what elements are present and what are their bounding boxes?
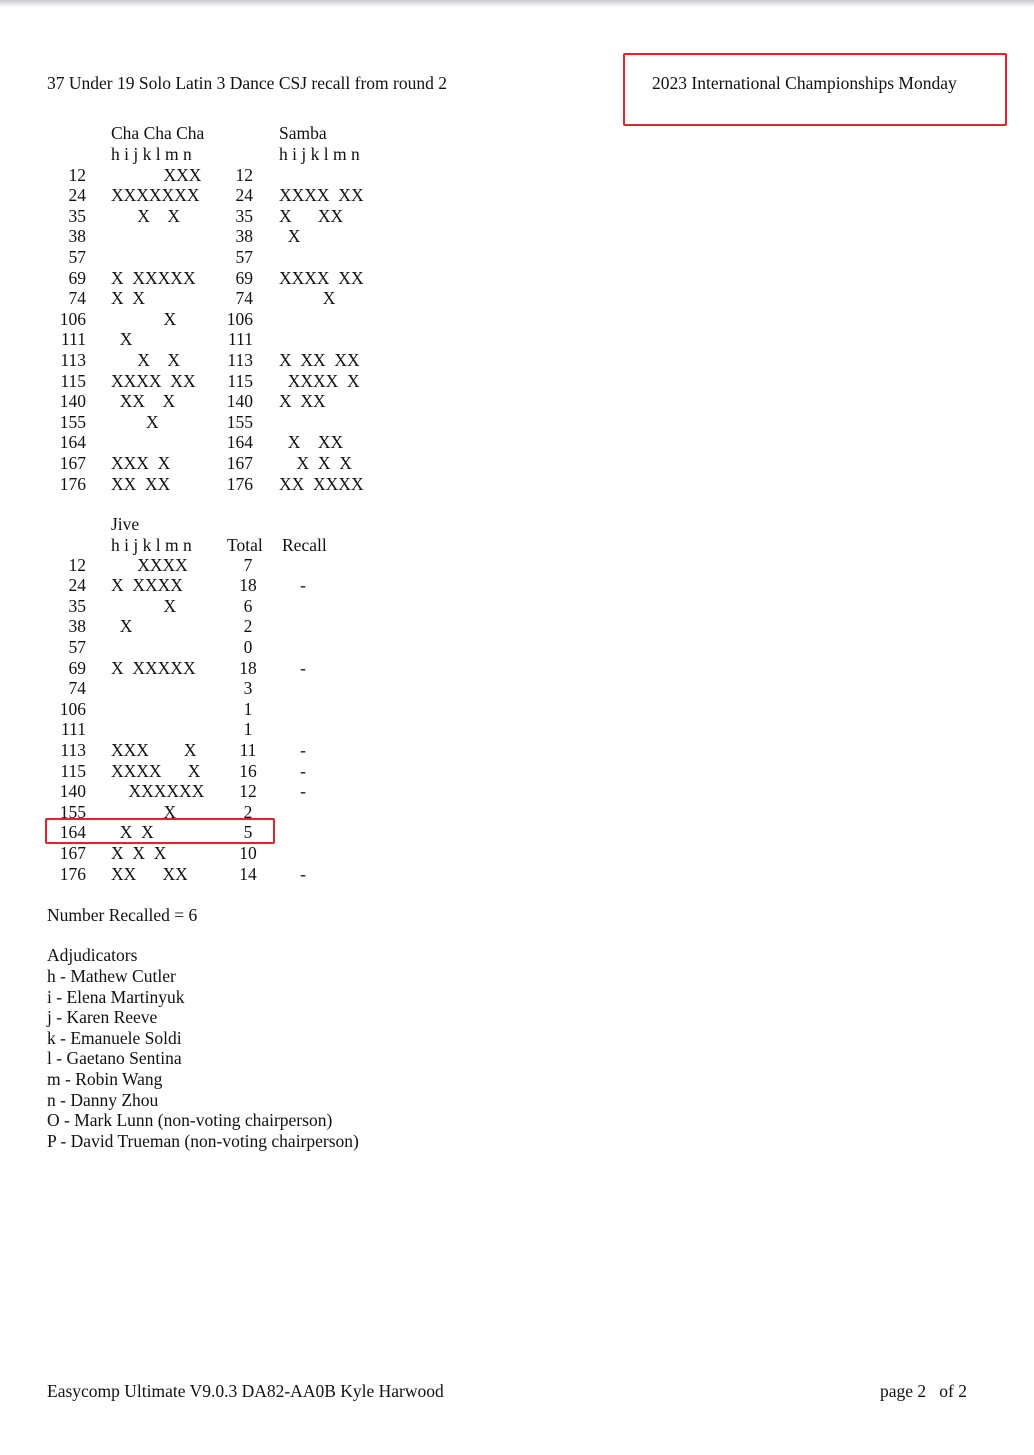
competitor-number: 111 xyxy=(61,719,86,740)
page-number: page 2 of 2 xyxy=(880,1381,967,1401)
competitor-number: 106 xyxy=(59,308,86,329)
competitor-number: 155 xyxy=(226,411,253,432)
competitor-number: 164 xyxy=(59,822,86,843)
samba-adjudicator-header: h i j k l m n xyxy=(279,144,360,164)
competitor-number: 35 xyxy=(68,205,86,226)
competitor-number: 140 xyxy=(59,781,86,802)
adjudicator-marks: X XX XX xyxy=(279,349,360,370)
competitor-number: 12 xyxy=(68,164,86,185)
total-header: Total xyxy=(227,535,263,555)
competitor-number: 35 xyxy=(235,205,253,226)
total-cell: 18 xyxy=(239,575,257,596)
recall-cell: - xyxy=(300,575,306,596)
total-cell: 16 xyxy=(239,760,257,781)
adjudicator-entry: l - Gaetano Sentina xyxy=(47,1048,182,1069)
total-cell: 11 xyxy=(239,739,257,760)
total-cell: 1 xyxy=(243,719,253,740)
competitor-number: 115 xyxy=(60,370,86,391)
recall-cell: - xyxy=(300,657,306,678)
recall-header: Recall xyxy=(282,535,327,555)
total-cell: 2 xyxy=(243,801,253,822)
adjudicator-marks: X xyxy=(111,308,177,329)
jive-adjudicator-header: h i j k l m n xyxy=(111,535,192,555)
total-cell: 10 xyxy=(239,842,257,863)
adjudicator-marks: X XXXX xyxy=(111,575,183,596)
competitor-number: 106 xyxy=(59,698,86,719)
recall-cell: - xyxy=(300,781,306,802)
adjudicator-marks: X xyxy=(111,411,159,432)
competitor-number: 164 xyxy=(226,432,253,453)
total-cell: 12 xyxy=(239,781,257,802)
total-cell: 14 xyxy=(239,863,257,884)
competitor-number: 74 xyxy=(235,288,253,309)
adjudicator-marks: XXXX X xyxy=(279,370,360,391)
adjudicator-marks: XX XX xyxy=(111,473,171,494)
total-cell: 0 xyxy=(243,636,253,657)
competitor-number: 24 xyxy=(235,185,253,206)
adjudicator-marks: XXXX XX xyxy=(111,370,196,391)
adjudicator-marks: X X xyxy=(111,288,146,309)
adjudicator-entry: j - Karen Reeve xyxy=(47,1007,158,1028)
adjudicator-marks: X XX xyxy=(279,432,344,453)
recall-cell: - xyxy=(300,739,306,760)
competitor-number: 38 xyxy=(68,226,86,247)
jive-title: Jive xyxy=(111,514,140,534)
highlight-box-championship xyxy=(623,53,1007,126)
competitor-number: 57 xyxy=(68,636,86,657)
adjudicator-marks: XXXX XX xyxy=(279,267,364,288)
adjudicator-entry: h - Mathew Cutler xyxy=(47,966,176,986)
number-recalled: Number Recalled = 6 xyxy=(47,905,198,925)
adjudicator-marks: XXX xyxy=(111,164,202,185)
competitor-number: 38 xyxy=(68,616,86,637)
adjudicator-marks: X xyxy=(111,329,133,350)
adjudicator-entry: k - Emanuele Soldi xyxy=(47,1027,182,1048)
competitor-number: 69 xyxy=(235,267,253,288)
competitor-number: 106 xyxy=(226,308,253,329)
competitor-number: 74 xyxy=(68,678,86,699)
cha-cha-adjudicator-header: h i j k l m n xyxy=(111,144,192,164)
adjudicator-marks: XXX X xyxy=(111,452,171,473)
competitor-number: 113 xyxy=(227,349,253,370)
competitor-number: 35 xyxy=(68,595,86,616)
championship-name: 2023 International Championships Monday xyxy=(652,73,957,93)
software-credit: Easycomp Ultimate V9.0.3 DA82-AA0B Kyle Harwood xyxy=(47,1381,444,1401)
adjudicator-marks: X XXXXX xyxy=(111,267,196,288)
adjudicator-entry: P - David Trueman (non-voting chairperson) xyxy=(47,1130,359,1151)
adjudicator-marks: X xyxy=(111,595,177,616)
competitor-number: 115 xyxy=(227,370,253,391)
total-cell: 3 xyxy=(243,678,253,699)
competitor-number: 12 xyxy=(235,164,253,185)
competitor-number: 167 xyxy=(226,452,253,473)
samba-title: Samba xyxy=(279,123,327,143)
adjudicator-marks: XXXX xyxy=(111,554,188,575)
competitor-number: 24 xyxy=(68,575,86,596)
adjudicator-marks: XX XXXX xyxy=(279,473,364,494)
competitor-number: 140 xyxy=(59,391,86,412)
total-cell: 2 xyxy=(243,616,253,637)
competitor-number: 115 xyxy=(60,760,86,781)
competitor-number: 57 xyxy=(68,246,86,267)
adjudicator-entry: n - Danny Zhou xyxy=(47,1089,159,1110)
adjudicators-title: Adjudicators xyxy=(47,945,138,965)
adjudicator-marks: XXXXXX xyxy=(111,781,205,802)
competitor-number: 24 xyxy=(68,185,86,206)
adjudicator-marks: X XXXXX xyxy=(111,657,196,678)
total-cell: 7 xyxy=(243,554,253,575)
adjudicator-marks: X xyxy=(111,801,177,822)
competitor-number: 155 xyxy=(59,801,86,822)
adjudicator-marks: X X xyxy=(111,349,181,370)
adjudicator-marks: X X X xyxy=(279,452,352,473)
cha-cha-title: Cha Cha Cha xyxy=(111,123,205,143)
competitor-number: 74 xyxy=(68,288,86,309)
total-cell: 1 xyxy=(243,698,253,719)
competitor-number: 69 xyxy=(68,267,86,288)
competitor-number: 167 xyxy=(59,452,86,473)
event-title: 37 Under 19 Solo Latin 3 Dance CSJ recall from round 2 xyxy=(47,73,447,93)
adjudicator-marks: X XX xyxy=(279,391,326,412)
adjudicator-entry: O - Mark Lunn (non-voting chairperson) xyxy=(47,1110,333,1131)
total-cell: 18 xyxy=(239,657,257,678)
competitor-number: 57 xyxy=(235,246,253,267)
adjudicator-marks: XX X xyxy=(111,391,176,412)
adjudicator-marks: X XX xyxy=(279,205,344,226)
adjudicator-marks: XXXX X xyxy=(111,760,201,781)
adjudicator-marks: X xyxy=(111,616,133,637)
highlight-box-couple-164 xyxy=(45,818,275,844)
competitor-number: 176 xyxy=(59,473,86,494)
competitor-number: 111 xyxy=(228,329,253,350)
competitor-number: 12 xyxy=(68,554,86,575)
total-cell: 6 xyxy=(243,595,253,616)
adjudicator-marks: XX XX xyxy=(111,863,188,884)
competitor-number: 155 xyxy=(59,411,86,432)
competitor-number: 38 xyxy=(235,226,253,247)
competitor-number: 113 xyxy=(60,739,86,760)
adjudicator-marks: XXXXXXX xyxy=(111,185,200,206)
competitor-number: 140 xyxy=(226,391,253,412)
adjudicator-marks: X xyxy=(279,226,301,247)
adjudicator-marks: X xyxy=(279,288,336,309)
adjudicator-marks: X X X xyxy=(111,842,167,863)
adjudicator-entry: i - Elena Martinyuk xyxy=(47,986,185,1007)
adjudicator-marks: XXXX XX xyxy=(279,185,364,206)
recall-cell: - xyxy=(300,760,306,781)
adjudicator-entry: m - Robin Wang xyxy=(47,1069,163,1089)
competitor-number: 176 xyxy=(226,473,253,494)
adjudicator-marks: X X xyxy=(111,205,181,226)
recall-cell: - xyxy=(300,863,306,884)
competitor-number: 164 xyxy=(59,432,86,453)
adjudicator-marks: XXX X xyxy=(111,739,197,760)
competitor-number: 167 xyxy=(59,842,86,863)
competitor-number: 176 xyxy=(59,863,86,884)
total-cell: 5 xyxy=(243,822,253,843)
adjudicator-marks: X X xyxy=(111,822,154,843)
competitor-number: 113 xyxy=(60,349,86,370)
competitor-number: 111 xyxy=(61,329,86,350)
top-edge-shadow xyxy=(0,0,1034,6)
competitor-number: 69 xyxy=(68,657,86,678)
